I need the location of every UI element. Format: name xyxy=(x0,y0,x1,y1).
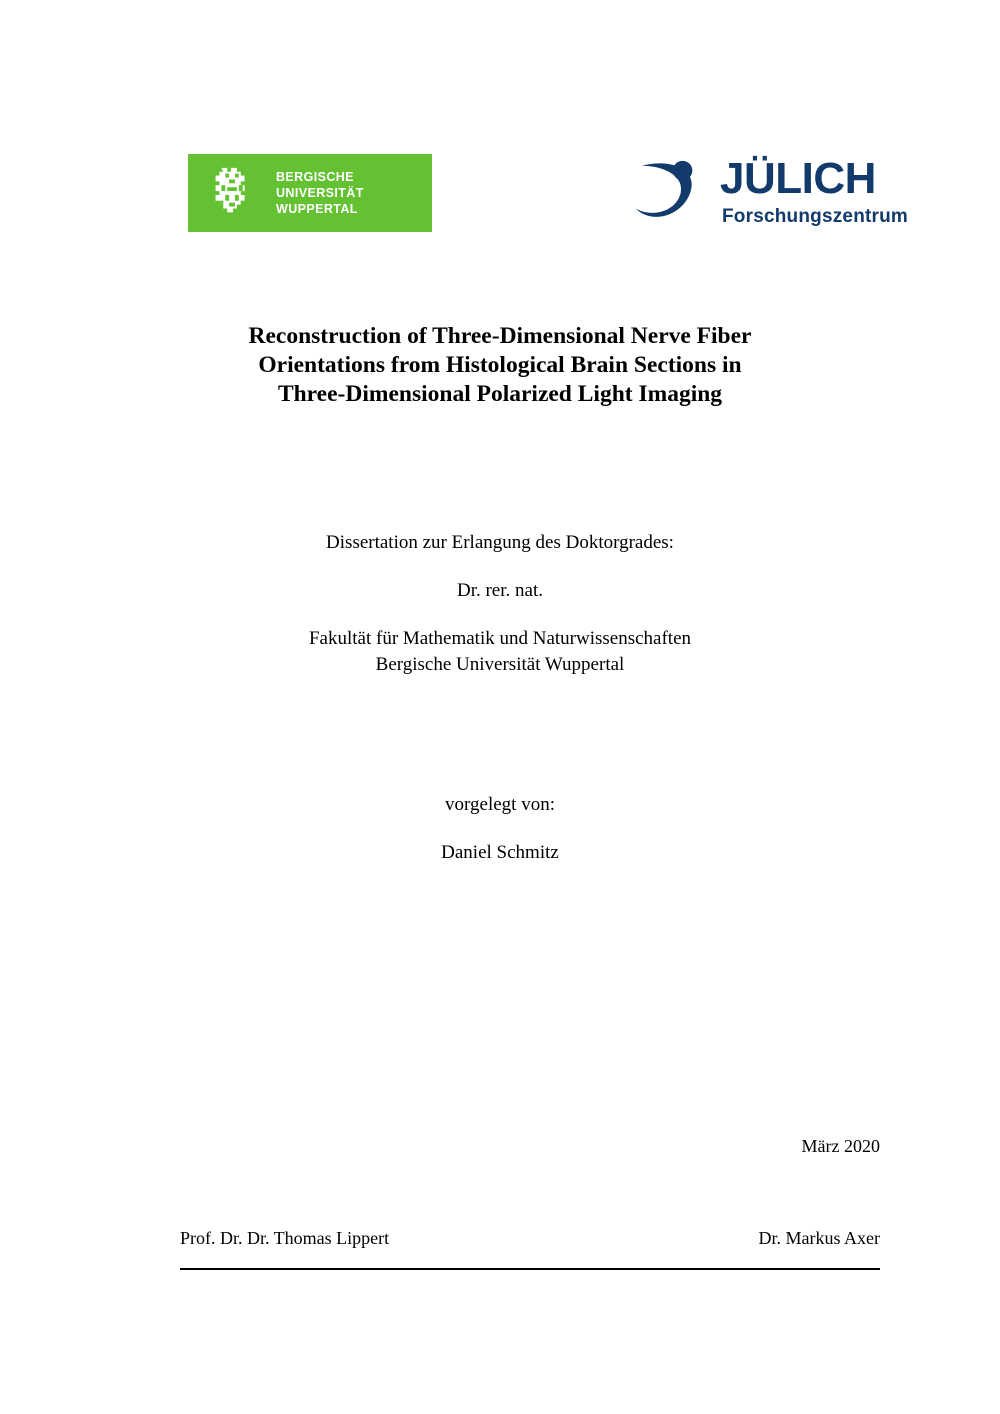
publication-date: März 2020 xyxy=(801,1136,880,1156)
faculty-line-1: Fakultät für Mathematik und Naturwissenschaften xyxy=(308,628,691,649)
presented-by-label: vorgelegt von: xyxy=(445,794,555,815)
wuppertal-logo-line2: UNIVERSITÄT xyxy=(276,186,364,200)
signature-rule xyxy=(180,1268,880,1270)
wuppertal-logo-line1: BERGISCHE xyxy=(276,170,354,184)
juelich-swirl-icon xyxy=(628,154,706,232)
author-name: Daniel Schmitz xyxy=(441,842,559,863)
title-line-2: Orientations from Histological Brain Sections in xyxy=(258,352,742,378)
juelich-research-centre-logo xyxy=(628,148,918,240)
faculty-line-2: Bergische Universität Wuppertal xyxy=(375,654,625,675)
dissertation-statement: Dissertation zur Erlangung des Doktorgrades: xyxy=(326,532,674,553)
examiner-right: Dr. Markus Axer xyxy=(758,1228,880,1248)
examiners-row xyxy=(180,1228,880,1249)
page-title xyxy=(120,322,880,409)
title-line-3: Three-Dimensional Polarized Light Imaging xyxy=(277,381,723,407)
wuppertal-university-logo xyxy=(188,154,432,232)
wuppertal-logo-line3: WUPPERTAL xyxy=(276,202,358,216)
juelich-wordmark: JÜLICH xyxy=(720,154,876,203)
degree-label: Dr. rer. nat. xyxy=(456,580,543,601)
heraldic-lion-crest-icon xyxy=(202,162,264,224)
title-line-1: Reconstruction of Three-Dimensional Nerve Fiber xyxy=(248,323,752,349)
faculty-block xyxy=(120,626,880,678)
juelich-subtitle: Forschungszentrum xyxy=(722,206,909,227)
logo-row xyxy=(0,148,1000,248)
wuppertal-logo-text xyxy=(276,169,364,217)
examiner-left: Prof. Dr. Dr. Thomas Lippert xyxy=(180,1228,390,1248)
